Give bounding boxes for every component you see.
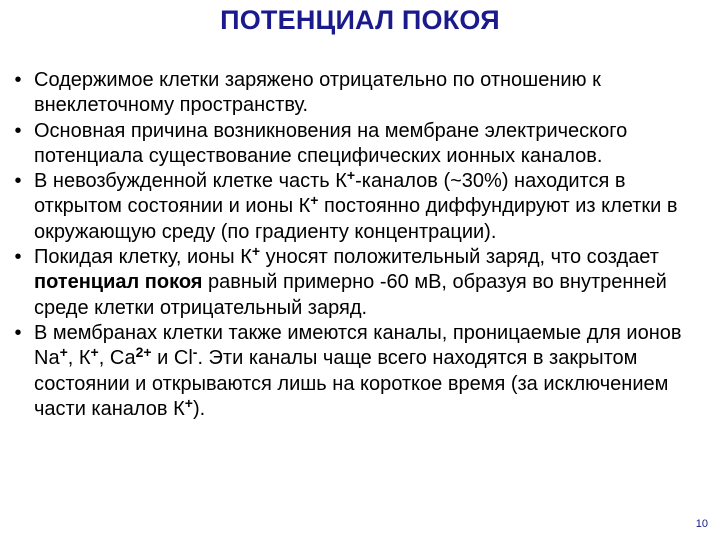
bullet-item-5: [8, 321, 712, 422]
bullet-item-3: [8, 169, 712, 245]
superscript-charge: +: [90, 344, 99, 361]
bullet-marker: •: [14, 321, 22, 344]
text-run: уносят положительный заряд, что создает: [260, 246, 659, 269]
superscript-charge: 2+: [135, 344, 152, 361]
bullet-list: [8, 68, 712, 422]
text-run: равный примерно -60 мВ, образуя во внутренней среде клетки отрицательный заряд.: [34, 271, 667, 319]
text-run: и Cl: [151, 347, 193, 370]
bullet-item-4: [8, 245, 712, 321]
bullet-marker: •: [14, 170, 22, 193]
bullet-text: [34, 169, 712, 245]
bullet-text: [34, 321, 712, 422]
text-run: постоянно диффундируют из клетки в окружающую среду (по градиенту концентрации).: [34, 195, 678, 243]
bullet-marker: •: [14, 69, 22, 91]
superscript-charge: +: [251, 243, 261, 260]
bullet-text: [34, 245, 712, 321]
text-run: ).: [192, 397, 206, 420]
bullet-text: Содержимое клетки заряжено отрицательно по отношению к внеклеточному пространству.: [34, 69, 601, 117]
bullet-marker: •: [14, 246, 22, 269]
superscript-charge: -: [192, 344, 198, 361]
text-run: , К: [67, 347, 91, 370]
text-run: -каналов (~30%) находится в открытом состоянии и ионы К: [34, 170, 626, 218]
superscript-charge: +: [346, 167, 356, 184]
bullet-item-1: [8, 68, 712, 119]
bold-term: потенциал покоя: [34, 271, 203, 294]
text-run: В невозбужденной клетке часть К: [34, 170, 347, 193]
text-run: . Эти каналы чаще всего находятся в закрытом состоянии и открываются лишь на короткое время (за исключением части каналов К: [34, 347, 669, 420]
page-number: 10: [695, 518, 708, 530]
superscript-charge: +: [184, 394, 193, 411]
text-run: Покидая клетку, ионы К: [34, 246, 252, 269]
bullet-text: Основная причина возникновения на мембране электрического потенциала существование специфических ионных каналов.: [34, 119, 628, 167]
slide-title: ПОТЕНЦИАЛ ПОКОЯ: [220, 5, 500, 35]
bullet-marker: •: [14, 119, 22, 142]
bullet-item-2: [8, 119, 712, 170]
text-run: В мембранах клетки также имеются каналы, проницаемые для ионов Na: [34, 321, 682, 370]
superscript-charge: +: [310, 192, 319, 209]
text-run: , Са: [98, 347, 136, 370]
superscript-charge: +: [59, 344, 68, 361]
